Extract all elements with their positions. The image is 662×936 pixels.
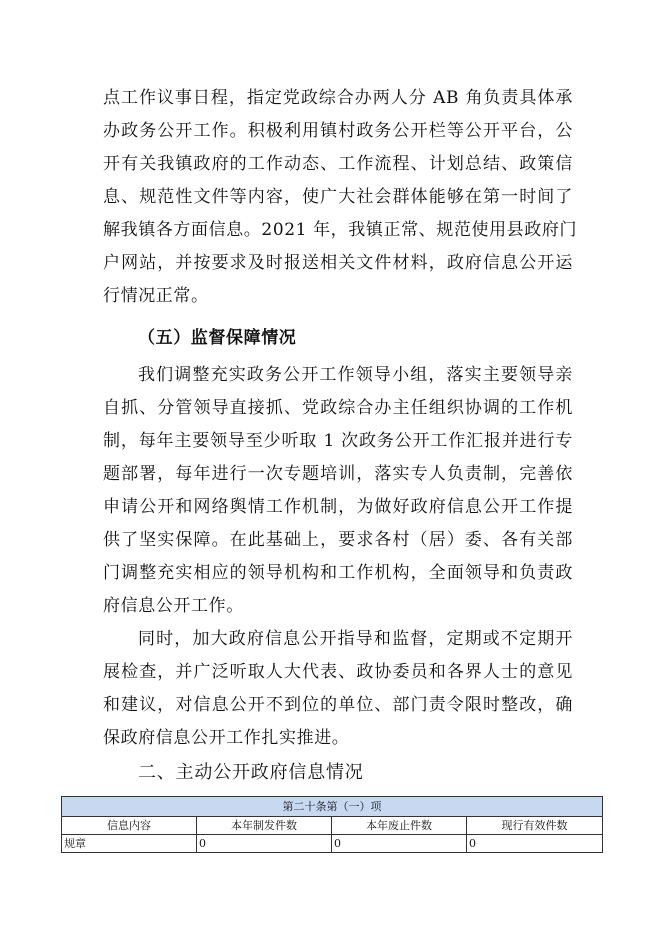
table-row	[62, 835, 603, 853]
table-title: 第二十条第（一）项	[62, 797, 603, 817]
text-line: 自抓、分管领导直接抓、党政综合办主任组织协调的工作机	[103, 398, 573, 418]
text-line: 行情况正常。	[103, 286, 209, 306]
table-title-row	[62, 797, 603, 817]
text-line: 办政务公开工作。积极利用镇村政务公开栏等公开平台，公	[103, 121, 573, 141]
text-line: 门调整充实相应的领导机构和工作机构，全面领导和负责政	[103, 563, 573, 583]
column-header: 信息内容	[62, 817, 197, 835]
text-line: 和建议，对信息公开不到位的单位、部门责令限时整改，确	[103, 695, 573, 715]
section-heading-active-disclosure: 二、主动公开政府信息情况	[138, 762, 364, 783]
table-header-row	[62, 817, 603, 835]
text-line: 保政府信息公开工作扎实推进。	[103, 728, 350, 748]
table-cell: 0	[332, 835, 467, 853]
text-line: 点工作议事日程，指定党政综合办两人分 AB 角负责具体承	[103, 88, 573, 108]
text-line: 开有关我镇政府的工作动态、工作流程、计划总结、政策信	[103, 154, 573, 174]
table-cell: 0	[197, 835, 332, 853]
text-line: 我们调整充实政务公开工作领导小组，落实主要领导亲	[138, 365, 573, 385]
text-line: 户网站，并按要求及时报送相关文件材料，政府信息公开运	[103, 253, 573, 273]
text-line: 息、规范性文件等内容，使广大社会群体能够在第一时间了	[103, 187, 573, 207]
text-line: 供了坚实保障。在此基础上，要求各村（居）委、各有关部	[103, 530, 573, 550]
text-line: 解我镇各方面信息。2021 年，我镇正常、规范使用县政府门	[103, 220, 578, 240]
table-cell: 规章	[62, 835, 197, 853]
disclosure-table	[61, 796, 603, 853]
table-cell: 0	[467, 835, 603, 853]
text-line: 制，每年主要领导至少听取 1 次政务公开工作汇报并进行专	[103, 431, 573, 451]
text-line: 展检查，并广泛听取人大代表、政协委员和各界人士的意见	[103, 662, 573, 682]
text-line: 申请公开和网络舆情工作机制，为做好政府信息公开工作提	[103, 497, 573, 517]
section-heading-supervision: （五）监督保障情况	[138, 328, 297, 348]
column-header: 现行有效件数	[467, 817, 603, 835]
text-line: 题部署，每年进行一次专题培训，落实专人负责制，完善依	[103, 464, 573, 484]
text-line: 府信息公开工作。	[103, 596, 244, 616]
column-header: 本年制发件数	[197, 817, 332, 835]
text-line: 同时，加大政府信息公开指导和监督，定期或不定期开	[138, 629, 573, 649]
column-header: 本年废止件数	[332, 817, 467, 835]
